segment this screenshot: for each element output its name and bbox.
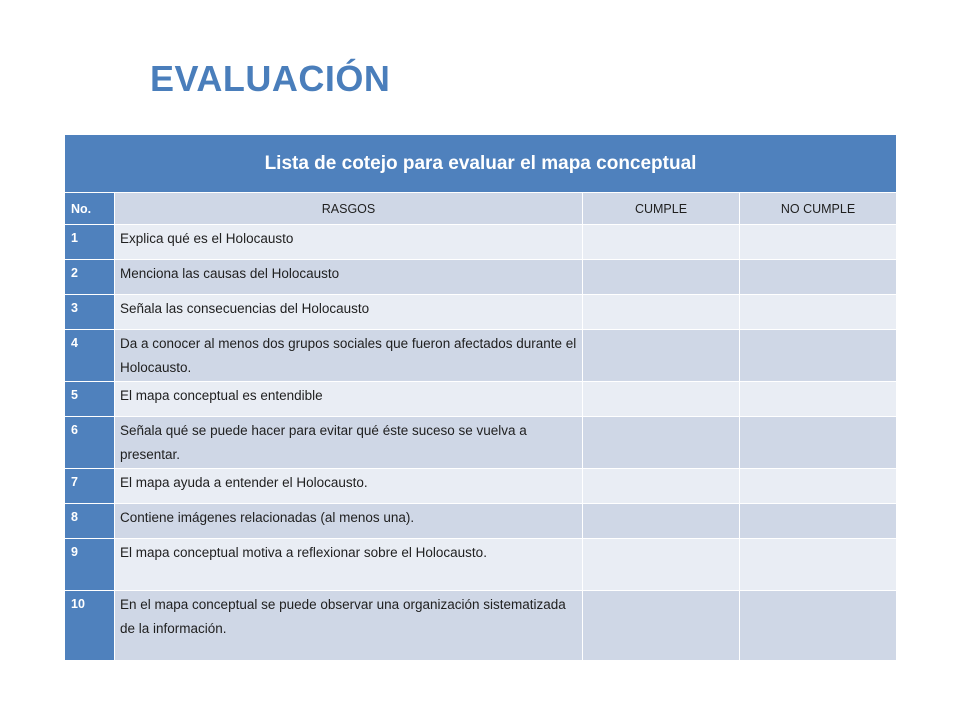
- cumple-cell[interactable]: [583, 504, 740, 539]
- row-criterion: Señala qué se puede hacer para evitar qué éste suceso se vuelva a presentar.: [115, 417, 583, 469]
- cumple-cell[interactable]: [583, 295, 740, 330]
- cumple-cell[interactable]: [583, 260, 740, 295]
- no-cumple-cell[interactable]: [740, 330, 897, 382]
- table-row: [65, 260, 897, 295]
- cumple-cell[interactable]: [583, 330, 740, 382]
- cumple-cell[interactable]: [583, 382, 740, 417]
- column-header-row: [65, 193, 897, 225]
- row-criterion: Da a conocer al menos dos grupos sociales que fueron afectados durante el Holocausto.: [115, 330, 583, 382]
- cumple-cell[interactable]: [583, 225, 740, 260]
- row-criterion: Señala las consecuencias del Holocausto: [115, 295, 583, 330]
- column-header-no-cumple: NO CUMPLE: [740, 193, 897, 225]
- row-number: 5: [65, 382, 115, 417]
- no-cumple-cell[interactable]: [740, 225, 897, 260]
- no-cumple-cell[interactable]: [740, 260, 897, 295]
- row-criterion: El mapa conceptual motiva a reflexionar sobre el Holocausto.: [115, 539, 583, 591]
- row-number: 7: [65, 469, 115, 504]
- table-row: [65, 591, 897, 661]
- cumple-cell[interactable]: [583, 417, 740, 469]
- page-title: EVALUACIÓN: [150, 58, 391, 99]
- column-header-rasgos: RASGOS: [115, 193, 583, 225]
- table-row: [65, 295, 897, 330]
- cumple-cell[interactable]: [583, 591, 740, 661]
- table-row: [65, 539, 897, 591]
- row-number: 8: [65, 504, 115, 539]
- no-cumple-cell[interactable]: [740, 417, 897, 469]
- no-cumple-cell[interactable]: [740, 539, 897, 591]
- no-cumple-cell[interactable]: [740, 382, 897, 417]
- row-criterion: Menciona las causas del Holocausto: [115, 260, 583, 295]
- row-criterion: Contiene imágenes relacionadas (al menos una).: [115, 504, 583, 539]
- table-row: [65, 225, 897, 260]
- no-cumple-cell[interactable]: [740, 504, 897, 539]
- no-cumple-cell[interactable]: [740, 295, 897, 330]
- row-criterion: El mapa conceptual es entendible: [115, 382, 583, 417]
- table-row: [65, 330, 897, 382]
- row-criterion: En el mapa conceptual se puede observar una organización sistematizada de la información.: [115, 591, 583, 661]
- row-number: 10: [65, 591, 115, 661]
- table-row: [65, 382, 897, 417]
- cumple-cell[interactable]: [583, 469, 740, 504]
- no-cumple-cell[interactable]: [740, 591, 897, 661]
- row-number: 4: [65, 330, 115, 382]
- table-row: [65, 417, 897, 469]
- column-header-no: No.: [65, 193, 115, 225]
- table-caption-row: [65, 135, 897, 193]
- row-number: 2: [65, 260, 115, 295]
- no-cumple-cell[interactable]: [740, 469, 897, 504]
- row-number: 1: [65, 225, 115, 260]
- row-number: 9: [65, 539, 115, 591]
- row-number: 6: [65, 417, 115, 469]
- column-header-cumple: CUMPLE: [583, 193, 740, 225]
- table-row: [65, 469, 897, 504]
- row-number: 3: [65, 295, 115, 330]
- checklist-table: [64, 134, 897, 661]
- row-criterion: Explica qué es el Holocausto: [115, 225, 583, 260]
- cumple-cell[interactable]: [583, 539, 740, 591]
- table-row: [65, 504, 897, 539]
- table-caption: Lista de cotejo para evaluar el mapa conceptual: [65, 135, 897, 193]
- row-criterion: El mapa ayuda a entender el Holocausto.: [115, 469, 583, 504]
